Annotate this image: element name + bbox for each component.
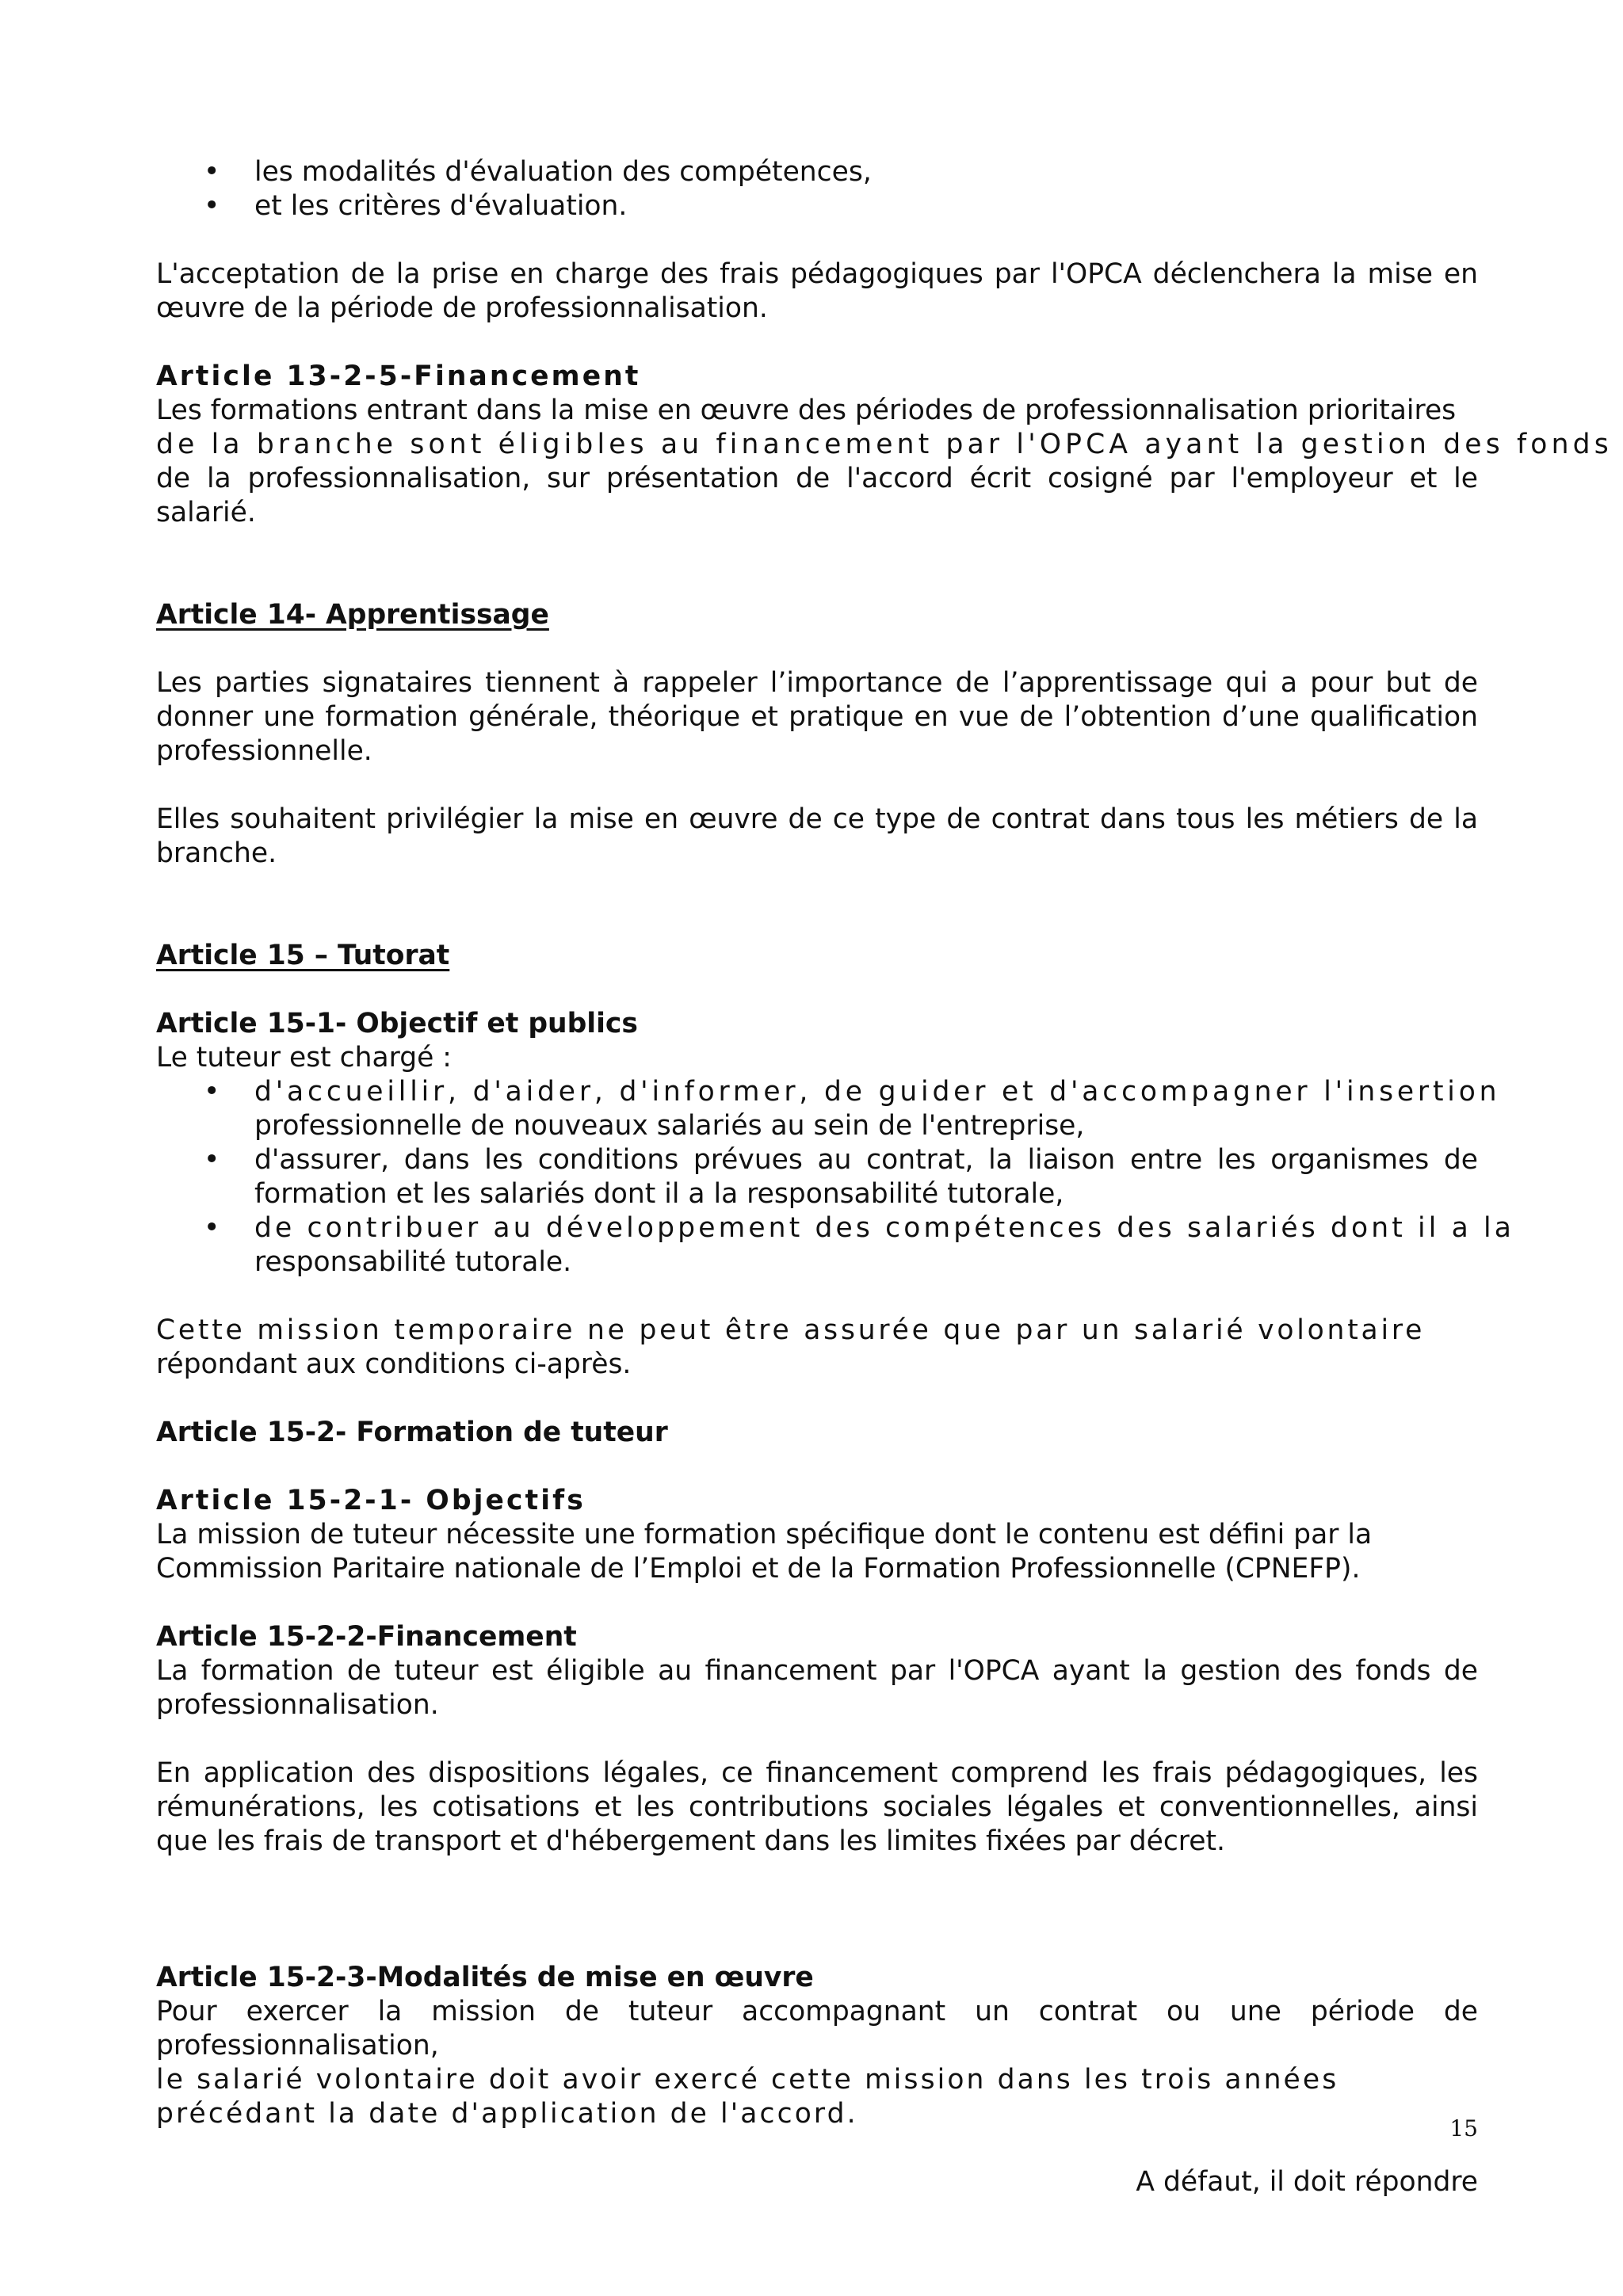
article-15-1-heading: Article 15-1- Objectif et publics: [156, 1008, 638, 1039]
list-item-text: professionnelle de nouveaux salariés au sein de l'entreprise,: [254, 1110, 1085, 1142]
article-15-2-2-body-2: En application des dispositions légales, ce financement comprend les frais pédagogiques, les rémunérations, les cotisations et les contributions sociales légales et conventionnelles, ainsi que les frais de transport et d'hébergement dans les limites fixées par décret.: [156, 1757, 1478, 1857]
article-15-2-2-body: La formation de tuteur est éligible au financement par l'OPCA ayant la gestion des fonds de professionnalisation.: [156, 1655, 1478, 1721]
article-15-2-3-line-1: Pour exercer la mission de tuteur accompagnant un contrat ou une période de professionnalisation,: [156, 1996, 1478, 2061]
article-15-2-heading: Article 15-2- Formation de tuteur: [156, 1417, 668, 1448]
article-15-1-intro: Le tuteur est chargé :: [156, 1042, 452, 1074]
article-14-paragraph-1: Les parties signataires tiennent à rappeler l’importance de l’apprentissage qui a pour but de donner une formation générale, théorique et pratique en vue de l’obtention d’une qualification professionnelle.: [156, 667, 1478, 767]
article-14-heading: Article 14- Apprentissage: [156, 599, 549, 631]
list-item: [156, 1211, 1515, 1280]
list-item: • les modalités d'évaluation des compétences,: [156, 155, 1478, 189]
article-15-heading: Article 15 – Tutorat: [156, 940, 450, 971]
list-item: • et les critères d'évaluation.: [156, 189, 1478, 223]
article-15-2-1-body: La mission de tuteur nécessite une formation spécifique dont le contenu est défini par la Commission Paritaire nationale de l’Emploi et de la Formation Professionnelle (CPNEFP).: [156, 1519, 1373, 1585]
page-number: 15: [1449, 2115, 1478, 2142]
evaluation-criteria-list: [156, 155, 1478, 223]
article-13-2-5-heading: Article 13-2-5-Financement: [156, 360, 641, 392]
mission-paragraph-line-1: Cette mission temporaire ne peut être assurée que par un salarié volontaire: [156, 1314, 1426, 1346]
article-13-2-5-line-3: de la professionnalisation, sur présentation de l'accord écrit cosigné par l'employeur et le salarié.: [156, 463, 1478, 528]
article-15-2-2-heading: Article 15-2-2-Financement: [156, 1621, 577, 1653]
tutor-duties-list: [156, 1075, 1515, 1280]
list-item-text: • de contribuer au développement des compétences des salariés dont il a la: [254, 1212, 1515, 1244]
article-13-2-5-line-2: de la branche sont éligibles au financement par l'OPCA ayant la gestion des fonds: [156, 429, 1613, 460]
continued-text: A défaut, il doit répondre: [1136, 2166, 1478, 2198]
list-item-text: • d'accueillir, d'aider, d'informer, de guider et d'accompagner l'insertion: [254, 1076, 1501, 1108]
article-13-2-5-line-1: Les formations entrant dans la mise en œuvre des périodes de professionnalisation prioritaires: [156, 395, 1457, 426]
document-page: [156, 155, 1613, 2199]
list-item: • d'assurer, dans les conditions prévues au contrat, la liaison entre les organismes de formation et les salariés dont il a la responsabilité tutorale,: [156, 1143, 1478, 1211]
opca-acceptance-paragraph: L'acceptation de la prise en charge des frais pédagogiques par l'OPCA déclenchera la mise en œuvre de la période de professionnalisation.: [156, 258, 1478, 324]
article-14-paragraph-2: Elles souhaitent privilégier la mise en œuvre de ce type de contrat dans tous les métiers de la branche.: [156, 803, 1478, 869]
list-item: [156, 1075, 1501, 1143]
article-15-2-3-heading: Article 15-2-3-Modalités de mise en œuvre: [156, 1962, 814, 1993]
list-item-text: responsabilité tutorale.: [254, 1246, 572, 1278]
article-15-2-3-line-2: le salarié volontaire doit avoir exercé cette mission dans les trois années précédant la date d'application de l'accord.: [156, 2064, 1339, 2130]
mission-paragraph-line-2: répondant aux conditions ci-après.: [156, 1348, 632, 1380]
article-15-2-1-heading: Article 15-2-1- Objectifs: [156, 1485, 586, 1516]
